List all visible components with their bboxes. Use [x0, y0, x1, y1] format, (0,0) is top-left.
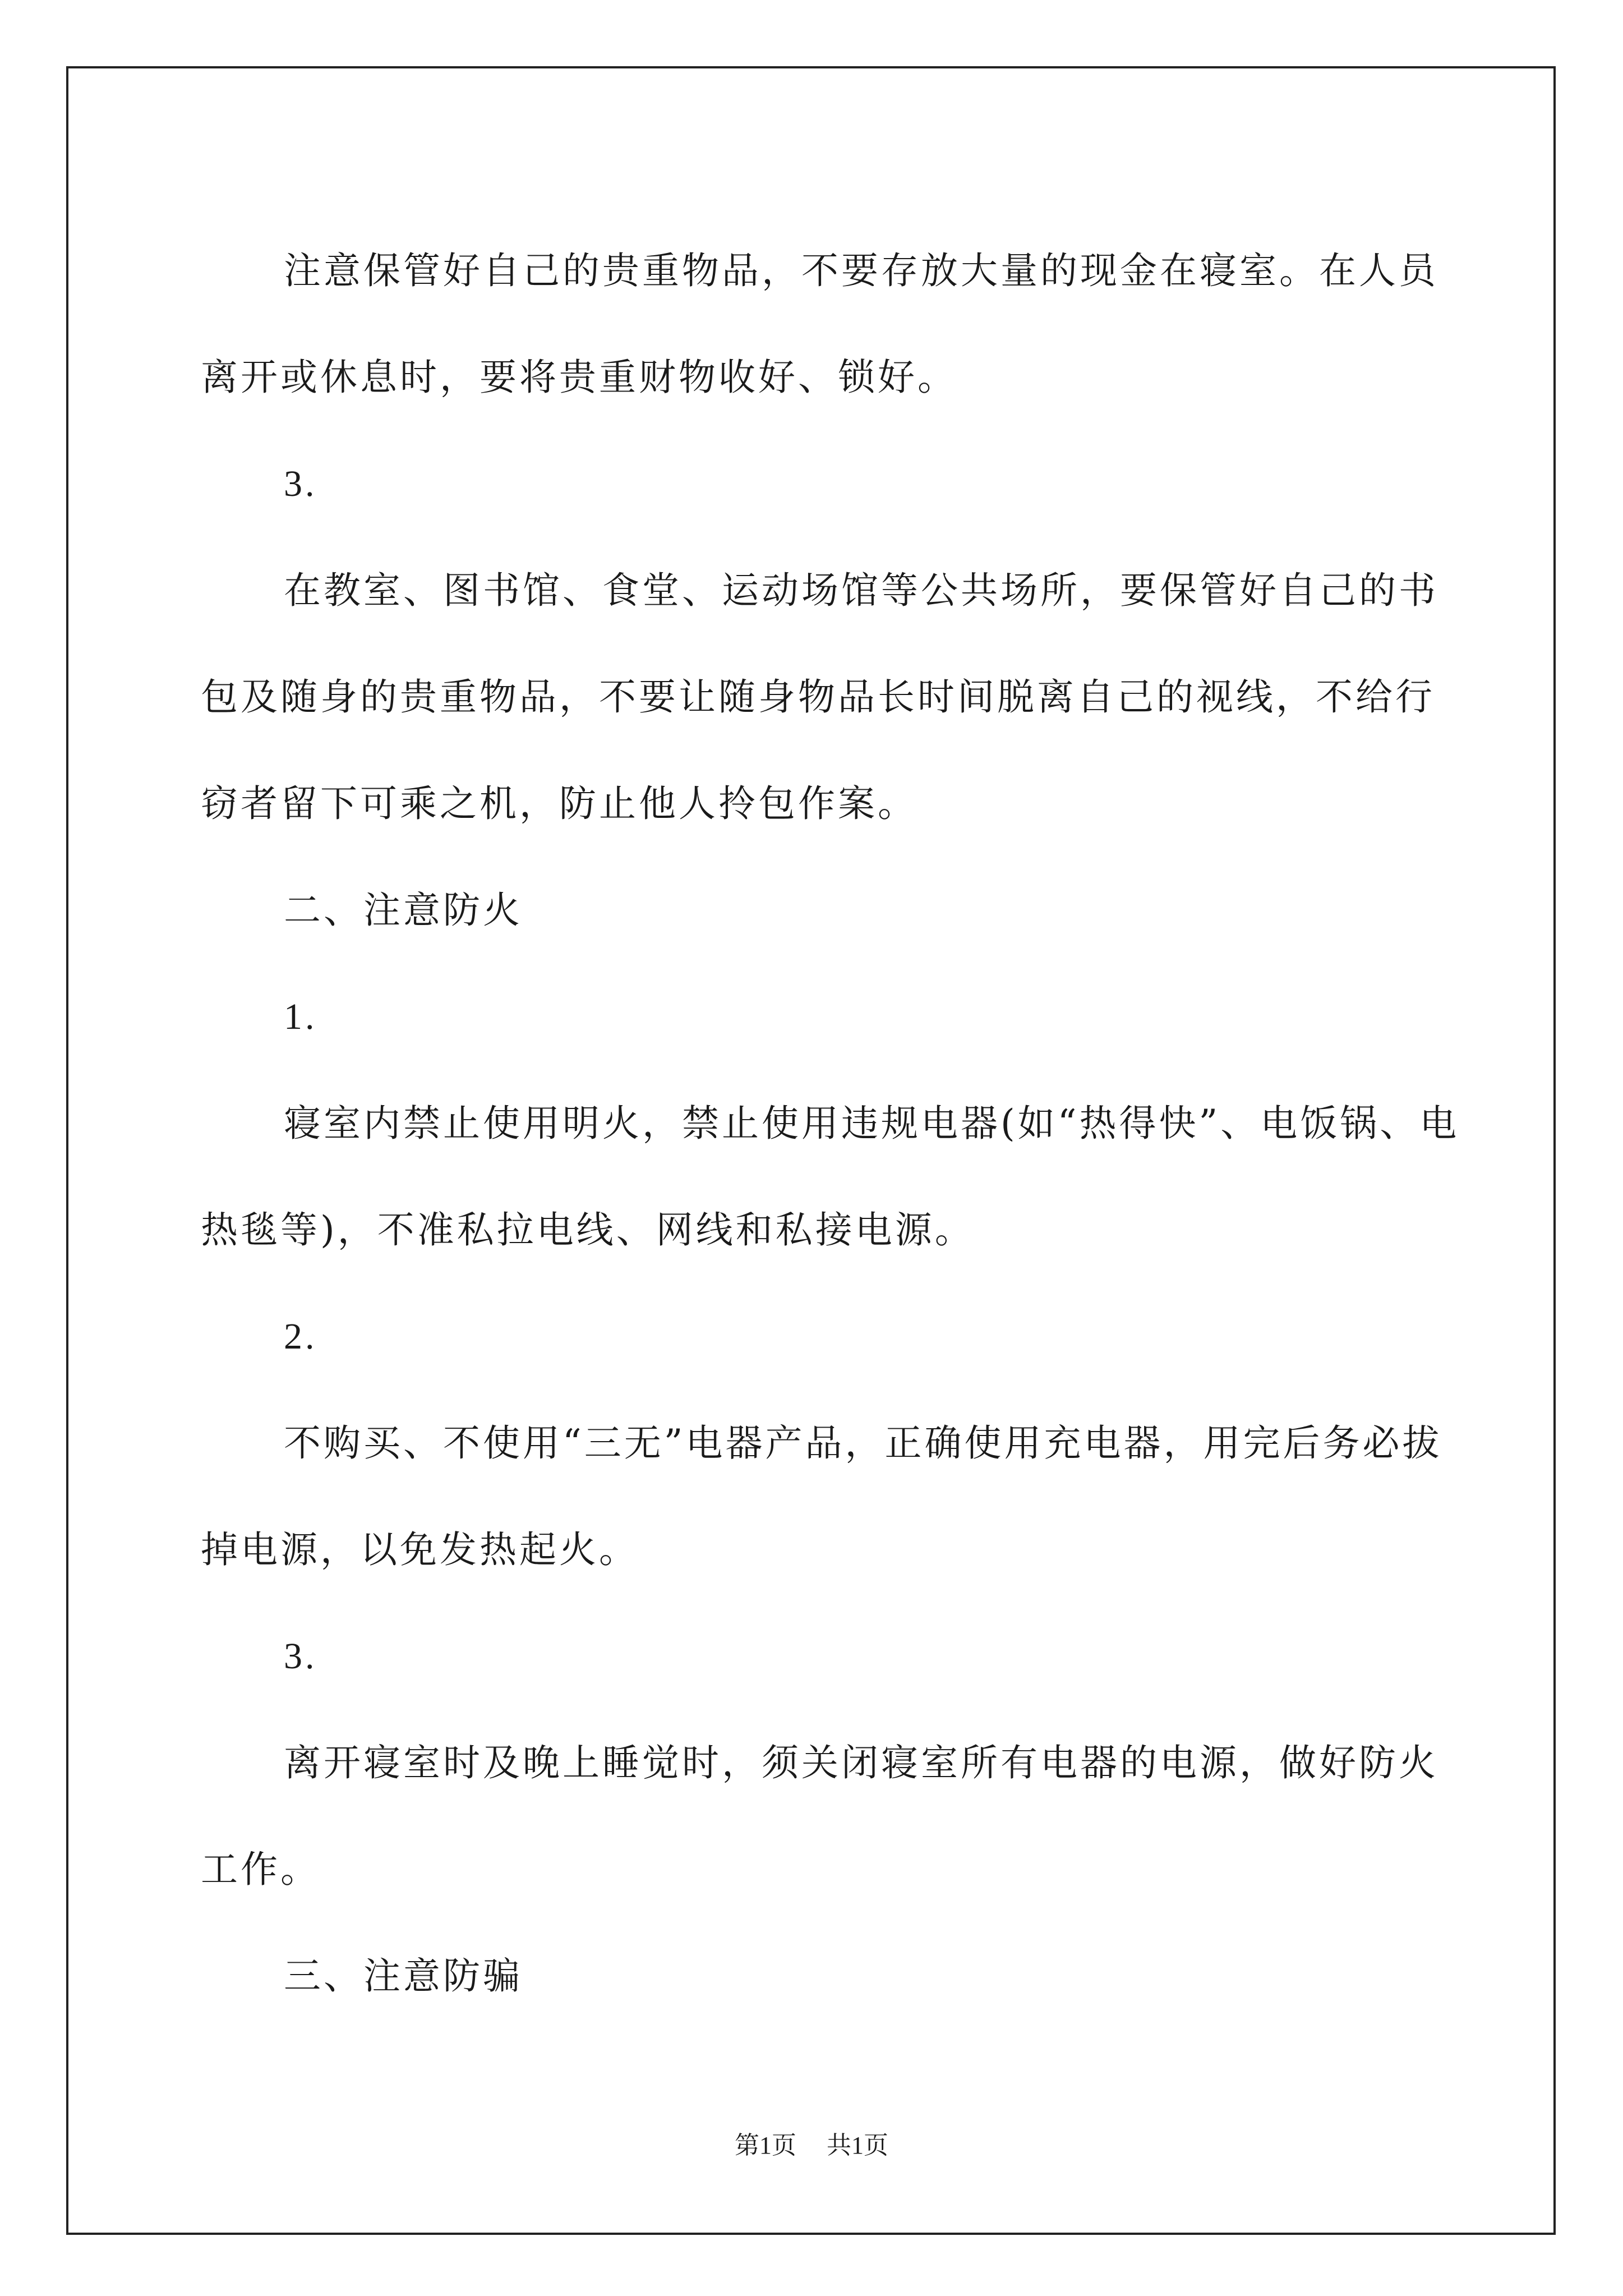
list-number: 3.	[284, 463, 317, 504]
list-number: 2.	[284, 1316, 317, 1357]
paragraph: 寝室内禁止使用明火，禁止使用违规电器(如“热得快”、电饭锅、电热毯等)，不准私拉电线、网线和私接电源。	[201, 1102, 1460, 1251]
page-number: 第1页	[735, 2132, 796, 2159]
paragraph: 注意保管好自己的贵重物品，不要存放大量的现金在寝室。在人员离开或休息时，要将贵重财物收好、锁好。	[201, 249, 1438, 399]
paragraph: 在教室、图书馆、食堂、运动场馆等公共场所，要保管好自己的书包及随身的贵重物品，不要让随身物品长时间脱离自己的视线，不给行窃者留下可乘之机，防止他人拎包作案。	[201, 569, 1438, 825]
page-total: 共1页	[827, 2132, 888, 2159]
paragraph: 离开寝室时及晚上睡觉时，须关闭寝室所有电器的电源，做好防火工作。	[201, 1741, 1438, 1891]
section-heading: 二、注意防火	[284, 889, 523, 932]
section-heading: 三、注意防骗	[284, 1954, 523, 1998]
list-number: 1.	[284, 996, 317, 1037]
page-footer	[0, 2125, 1623, 2161]
document-body	[201, 218, 1468, 2030]
list-number: 3.	[284, 1636, 317, 1677]
paragraph: 不购买、不使用“三无”电器产品，正确使用充电器，用完后务必拔掉电源，以免发热起火。	[201, 1421, 1442, 1571]
